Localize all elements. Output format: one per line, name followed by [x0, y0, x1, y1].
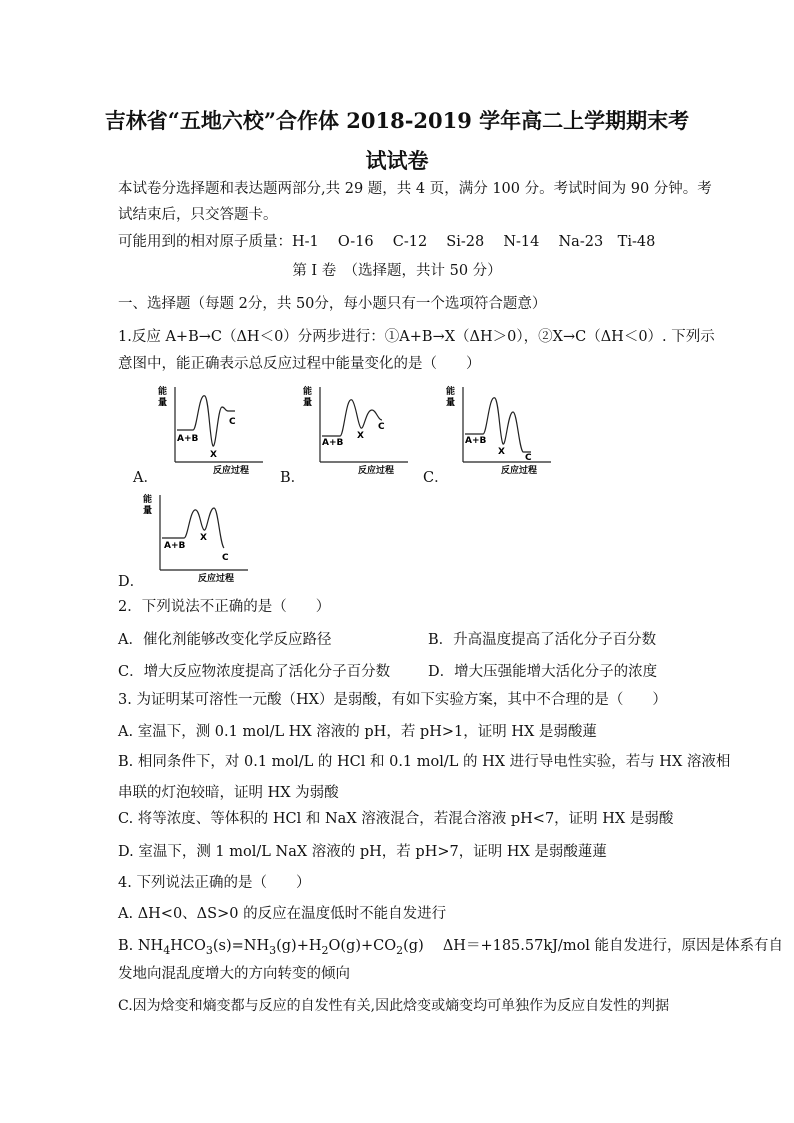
energy-axis-label: 能: [446, 387, 456, 397]
q4-b-sub: 2: [321, 943, 329, 957]
q2-stem: 2．下列说法不正确的是（ ）: [118, 599, 331, 615]
q3-stem: 3. 为证明某可溶性一元酸（HX）是弱酸，有如下实验方案，其中不合理的是（ ）: [118, 692, 667, 708]
q1-option-d-label: D．: [118, 574, 145, 590]
energy-axis-label: 量: [143, 506, 153, 516]
q3-option-b-cont: 串联的灯泡较暗，证明 HX 为弱酸: [118, 785, 339, 801]
q3-option-b: B. 相同条件下，对 0.1 mol/L 的 HCl 和 0.1 mol/L 的 HX 进行导电性实验，若与 HX 溶液相: [118, 754, 731, 770]
product-label: C: [525, 453, 532, 463]
q3-option-d: D. 室温下，测 1 mol/L NaX 溶液的 pH，若 pH>7，证明 HX 是弱酸蓮蓮: [118, 844, 607, 860]
energy-axis-label: 量: [446, 398, 456, 408]
q3-option-a: A. 室温下，测 0.1 mol/L HX 溶液的 pH，若 pH>1，证明 HX 是弱酸蓮: [118, 724, 597, 740]
q4-b-text: (s)=NH: [212, 938, 270, 954]
q1-option-c-label: C．: [423, 470, 449, 486]
q4-option-c: C.因为焓变和熵变都与反应的自发性有关,因此焓变或熵变均可单独作为反应自发性的判据: [118, 998, 670, 1014]
reactant-label: A+B: [322, 438, 344, 448]
energy-axis-label: 能: [143, 495, 153, 505]
energy-axis-label: 能: [158, 387, 168, 397]
intermediate-label: X: [200, 533, 207, 543]
q4-b-text: (g)+H: [276, 938, 322, 954]
q4-stem: 4. 下列说法正确的是（ ）: [118, 875, 311, 891]
q4-b-text: HCO: [170, 938, 206, 954]
energy-diagram-b: [300, 382, 410, 477]
product-label: C: [378, 422, 385, 432]
q4-b-sub: 4: [163, 943, 171, 957]
intro-text: 本试卷分选择题和表达题两部分,共 29 题，共 4 页，满分 100 分。考试时间为 90 分钟。考: [118, 181, 712, 197]
exam-title: 吉林省“五地六校”合作体 2018-2019 学年高二上学期期末考: [104, 108, 690, 133]
q4-option-b-cont: 发地向混乱度增大的方向转变的倾向: [118, 966, 350, 982]
intro-text-cont: 试结束后，只交答题卡。: [118, 207, 278, 223]
intermediate-label: X: [498, 447, 505, 457]
product-label: C: [222, 553, 229, 563]
intermediate-label: X: [357, 431, 364, 441]
volume-header: 第 I 卷 （选择题，共计 50 分）: [292, 263, 502, 279]
reaction-axis-label: 反应过程: [358, 466, 395, 476]
q4-b-sub: 2: [396, 943, 404, 957]
q2-option-c: C．增大反应物浓度提高了活化分子百分数: [118, 664, 391, 680]
q2-option-b: B．升高温度提高了活化分子百分数: [428, 632, 657, 648]
atomic-mass-list: 可能用到的相对原子质量：H-1 O-16 C-12 Si-28 N-14 Na-23 Ti-48: [118, 234, 656, 250]
q4-option-a: A. ΔH<0、ΔS>0 的反应在温度低时不能自发进行: [118, 906, 447, 922]
exam-title-cont: 试试卷: [365, 148, 429, 173]
q2-option-a: A．催化剂能够改变化学反应路径: [118, 632, 332, 648]
energy-axis-label: 量: [303, 398, 313, 408]
q1-option-a-label: A．: [133, 470, 158, 486]
q2-option-d: D．增大压强能增大活化分子的浓度: [428, 664, 658, 680]
reaction-axis-label: 反应过程: [501, 466, 538, 476]
q1-option-b-label: B．: [280, 470, 306, 486]
intermediate-label: X: [210, 450, 217, 460]
product-label: C: [229, 417, 236, 427]
energy-diagram-d: [140, 490, 250, 585]
reactant-label: A+B: [177, 434, 199, 444]
energy-diagram-a: [155, 382, 265, 477]
reaction-axis-label: 反应过程: [213, 466, 250, 476]
q4-b-text: (g) ΔH＝+185.57kJ/mol 能自发进行，原因是体系有自: [403, 938, 784, 954]
reactant-label: A+B: [465, 436, 487, 446]
q4-b-text: B. NH: [118, 938, 164, 954]
q3-option-c: C. 将等浓度、等体积的 HCl 和 NaX 溶液混合，若混合溶液 pH<7，证明 HX 是弱酸: [118, 811, 674, 827]
section-header: 一、选择题（每题 2分，共 50分，每小题只有一个选项符合题意）: [118, 296, 547, 312]
energy-axis-label: 能: [303, 387, 313, 397]
q4-b-sub: 3: [205, 943, 213, 957]
q4-b-sub: 3: [269, 943, 277, 957]
reaction-axis-label: 反应过程: [198, 574, 235, 584]
q4-b-text: O(g)+CO: [328, 938, 397, 954]
reactant-label: A+B: [164, 541, 186, 551]
q1-stem-cont: 意图中，能正确表示总反应过程中能量变化的是（ ）: [118, 356, 481, 372]
energy-axis-label: 量: [158, 398, 168, 408]
q4-option-b: [118, 936, 783, 961]
q1-stem: 1.反应 A+B→C（ΔH＜0）分两步进行：①A+B→X（ΔH＞0），②X→C（ΔH＜0）. 下列示: [118, 329, 715, 345]
energy-diagram-c: [443, 382, 553, 477]
